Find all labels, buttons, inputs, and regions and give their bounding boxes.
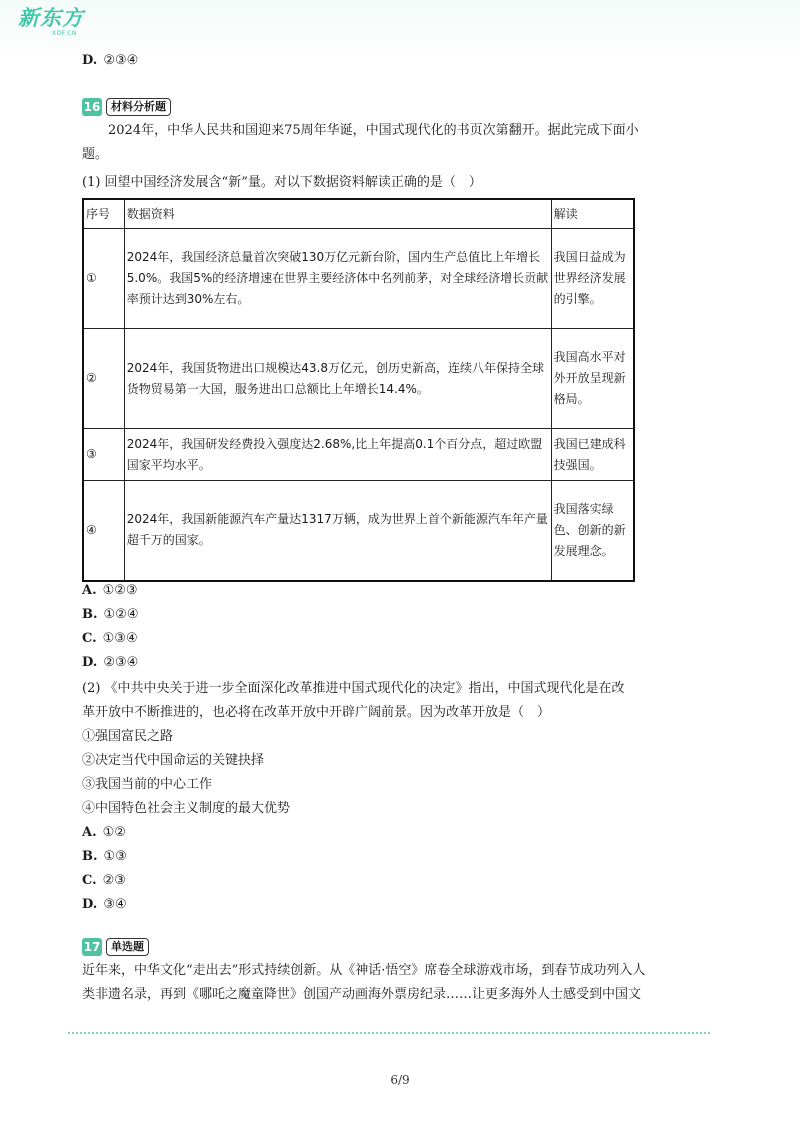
option-c[interactable]: C. ②③ [82, 873, 126, 888]
statement-item: ④中国特色社会主义制度的最大优势 [82, 801, 291, 816]
q16-stem-line1: 2024年，中华人民共和国迎来75周年华诞，中国式现代化的书页次第翻开。据此完成下面小 [108, 123, 639, 138]
header-band [0, 0, 800, 60]
table-cell-data: 2024年，我国新能源汽车产量达1317万辆，成为世界上首个新能源汽车年产量超千万的国家。 [124, 481, 551, 581]
table-cell-no: ② [83, 329, 124, 429]
option-d[interactable]: D. ②③④ [82, 655, 139, 670]
table-row [83, 429, 634, 481]
option-d[interactable]: D. ③④ [82, 897, 127, 912]
question-number-badge: 17 [83, 940, 101, 954]
option-a[interactable]: A. ①② [82, 825, 126, 840]
table-cell-no: ① [83, 229, 124, 329]
page-number: 6/9 [390, 1073, 410, 1087]
table-header-cell: 序号 [83, 199, 124, 229]
table-cell-data: 2024年，我国研发经费投入强度达2.68%,比上年提高0.1个百分点，超过欧盟国家平均水平。 [124, 429, 551, 481]
q17-stem-line1: 近年来，中华文化“走出去”形式持续创新。从《神话·悟空》席卷全球游戏市场，到春节成功列入人 [82, 963, 646, 978]
option-b[interactable]: B. ①③ [82, 849, 127, 864]
question-number-badge: 16 [83, 100, 101, 114]
q17-header [82, 938, 149, 957]
question-type-badge: 单选题 [106, 938, 149, 956]
question-type-badge: 材料分析题 [106, 98, 171, 116]
statement-item: ①强国富民之路 [82, 729, 174, 744]
option-b[interactable]: B. ①②④ [82, 607, 139, 622]
logo-subtext: XDF.CN [52, 30, 77, 37]
data-table [82, 198, 635, 582]
q16-header [82, 98, 171, 117]
table-header-row [83, 199, 634, 229]
table-row [83, 481, 634, 581]
table-cell-interp: 我国高水平对外开放呈现新格局。 [551, 329, 634, 429]
table-header-cell: 数据资料 [124, 199, 551, 229]
q16-sub2-prompt-line1: (2) 《中共中央关于进一步全面深化改革推进中国式现代化的决定》指出，中国式现代化是在改 [82, 681, 625, 696]
q16-sub2-prompt-line2: 革开放中不断推进的，也必将在改革开放中开辟广阔前景。因为改革开放是（ ） [82, 705, 551, 720]
table-cell-interp: 我国日益成为世界经济发展的引擎。 [551, 229, 634, 329]
logo-text: 新东方 [18, 6, 84, 30]
footer-divider [68, 1032, 710, 1034]
table-cell-data: 2024年，我国经济总量首次突破130万亿元新台阶，国内生产总值比上年增长5.0%。我国5%的经济增速在世界主要经济体中名列前茅，对全球经济增长贡献率预计达到30%左右。 [124, 229, 551, 329]
table-header-cell: 解读 [551, 199, 634, 229]
table-cell-interp: 我国落实绿色、创新的新发展理念。 [551, 481, 634, 581]
q16-sub1-prompt: (1) 回望中国经济发展含“新”量。对以下数据资料解读正确的是（ ） [82, 175, 482, 190]
q16-stem-line2: 题。 [82, 147, 109, 162]
prev-option-d: D. ②③④ [82, 53, 139, 68]
table-cell-no: ③ [83, 429, 124, 481]
table-cell-interp: 我国已建成科技强国。 [551, 429, 634, 481]
table-cell-data: 2024年，我国货物进出口规模达43.8万亿元，创历史新高，连续八年保持全球货物贸易第一大国，服务进出口总额比上年增长14.4%。 [124, 329, 551, 429]
statement-item: ③我国当前的中心工作 [82, 777, 213, 792]
option-c[interactable]: C. ①③④ [82, 631, 138, 646]
xdf-logo [18, 6, 92, 40]
statement-item: ②决定当代中国命运的关键抉择 [82, 753, 265, 768]
table-cell-no: ④ [83, 481, 124, 581]
q17-stem-line2: 类非遗名录，再到《哪吒之魔童降世》创国产动画海外票房纪录……让更多海外人士感受到中国文 [82, 987, 642, 1002]
table-row [83, 229, 634, 329]
option-a[interactable]: A. ①②③ [82, 583, 138, 598]
table-row [83, 329, 634, 429]
